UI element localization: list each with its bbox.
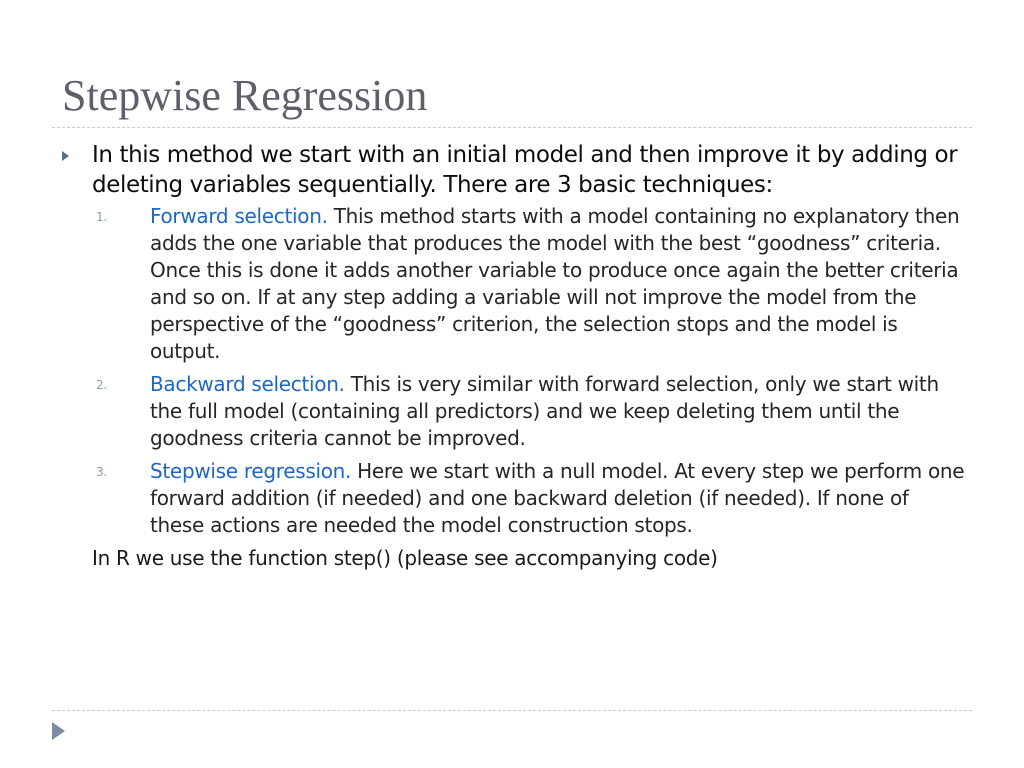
title-divider bbox=[52, 127, 972, 128]
main-bullet-text: In this method we start with an initial model and then improve it by adding or deleting variables sequentially. There are 3 basic techniques: bbox=[92, 142, 958, 198]
slide-content bbox=[62, 140, 967, 572]
technique-number: 1. bbox=[96, 210, 107, 224]
slide-title: Stepwise Regression bbox=[62, 71, 428, 120]
triangle-bullet-icon bbox=[62, 151, 69, 161]
triangle-nav-icon[interactable] bbox=[52, 722, 65, 740]
technique-name: Backward selection. bbox=[150, 372, 345, 396]
technique-number: 3. bbox=[96, 465, 107, 479]
r-function-note: In R we use the function step() (please see accompanying code) bbox=[92, 546, 718, 570]
main-bullet bbox=[62, 140, 967, 200]
technique-forward-selection bbox=[62, 203, 967, 365]
technique-backward-selection bbox=[62, 371, 967, 452]
technique-description: This method starts with a model containing no explanatory then adds the one variable that produces the model with the best “goodness” criteria. Once this is done it adds another variable to produce once again the better criteria and so on. If at any step adding a variable will not improve the model from the perspective of the “goodness” criterion, the selection stops and the model is output. bbox=[150, 204, 960, 363]
technique-stepwise-regression bbox=[62, 458, 967, 539]
technique-description: Here we start with a null model. At every step we perform one forward addition (if needed) and one backward deletion (if needed). If none of these actions are needed the model construction stops. bbox=[150, 459, 965, 537]
techniques-list bbox=[62, 203, 967, 539]
technique-number: 2. bbox=[96, 378, 107, 392]
footer-divider bbox=[52, 710, 972, 711]
technique-name: Forward selection. bbox=[150, 204, 328, 228]
technique-description: This is very similar with forward selection, only we start with the full model (containing all predictors) and we keep deleting them until the goodness criteria cannot be improved. bbox=[150, 372, 939, 450]
technique-name: Stepwise regression. bbox=[150, 459, 352, 483]
